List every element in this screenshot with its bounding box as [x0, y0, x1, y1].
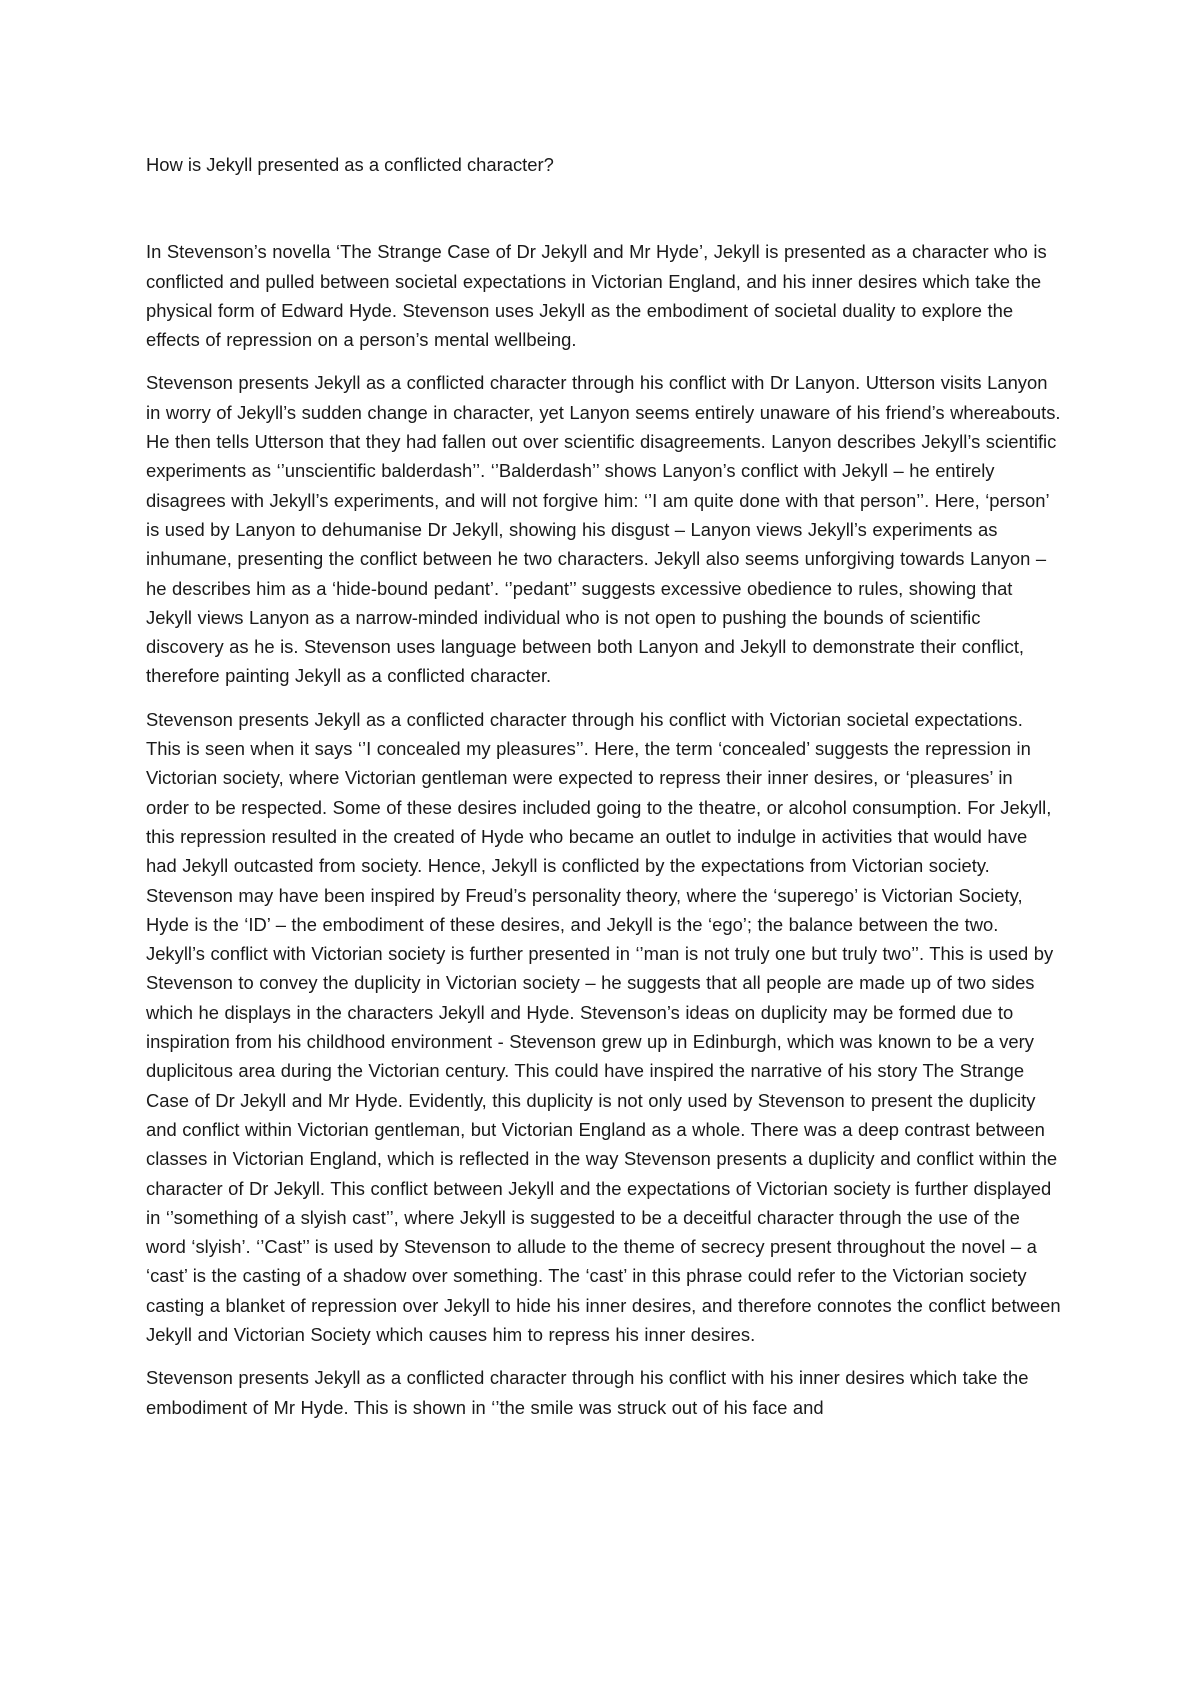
- essay-title: How is Jekyll presented as a conflicted character?: [146, 154, 554, 175]
- document-body: [146, 150, 1061, 1436]
- paragraph-introduction: In Stevenson’s novella ‘The Strange Case of Dr Jekyll and Mr Hyde’, Jekyll is presented as a character who is conflicted and pulled between societal expectations in Victorian England, and his inner desires which take the physical form of Edward Hyde. Stevenson uses Jekyll as the embodiment of societal duality to explore the effects of repression on a person’s mental wellbeing.: [146, 241, 1047, 351]
- paragraph-lanyon-conflict: Stevenson presents Jekyll as a conflicted character through his conflict with Dr Lanyon. Utterson visits Lanyon in worry of Jekyll’s sudden change in character, yet Lanyon seems entirely unaware of his friend’s whereabouts. He then tells Utterson that they had fallen out over scientific disagreements. Lanyon describes Jekyll’s scientific experiments as ‘’unscientific balderdash’’. ‘’Balderdash’’ shows Lanyon’s conflict with Jekyll – he entirely disagrees with Jekyll’s experiments, and will not forgive him: ‘’I am quite done with that person’’. Here, ‘person’ is used by Lanyon to dehumanise Dr Jekyll, showing his disgust – Lanyon views Jekyll’s experiments as inhumane, presenting the conflict between he two characters. Jekyll also seems unforgiving towards Lanyon – he describes him as a ‘hide-bound pedant’. ‘’pedant’’ suggests excessive obedience to rules, showing that Jekyll views Lanyon as a narrow-minded individual who is not open to pushing the bounds of scientific discovery as he is. Stevenson uses language between both Lanyon and Jekyll to demonstrate their conflict, therefore painting Jekyll as a conflicted character.: [146, 372, 1061, 687]
- paragraph-inner-desires: Stevenson presents Jekyll as a conflicted character through his conflict with his inner desires which take the embodiment of Mr Hyde. This is shown in ‘’the smile was struck out of his face and: [146, 1367, 1029, 1418]
- paragraph-victorian-society: Stevenson presents Jekyll as a conflicted character through his conflict with Victorian societal expectations. This is seen when it says ‘’I concealed my pleasures’’. Here, the term ‘concealed’ suggests the repression in Victorian society, where Victorian gentleman were expected to repress their inner desires, or ‘pleasures’ in order to be respected. Some of these desires included going to the theatre, or alcohol consumption. For Jekyll, this repression resulted in the created of Hyde who became an outlet to indulge in activities that would have had Jekyll outcasted from society. Hence, Jekyll is conflicted by the expectations from Victorian society. Stevenson may have been inspired by Freud’s personality theory, where the ‘superego’ is Victorian Society, Hyde is the ‘ID’ – the embodiment of these desires, and Jekyll is the ‘ego’; the balance between the two. Jekyll’s conflict with Victorian society is further presented in ‘’man is not truly one but truly two’’. This is used by Stevenson to convey the duplicity in Victorian society – he suggests that all people are made up of two sides which he displays in the characters Jekyll and Hyde. Stevenson’s ideas on duplicity may be formed due to inspiration from his childhood environment - Stevenson grew up in Edinburgh, which was known to be a very duplicitous area during the Victorian century. This could have inspired the narrative of his story The Strange Case of Dr Jekyll and Mr Hyde. Evidently, this duplicity is not only used by Stevenson to present the duplicity and conflict within Victorian gentleman, but Victorian England as a whole. There was a deep contrast between classes in Victorian England, which is reflected in the way Stevenson presents a duplicity and conflict within the character of Dr Jekyll. This conflict between Jekyll and the expectations of Victorian society is further displayed in ‘’something of a slyish cast’’, where Jekyll is suggested to be a deceitful character through the use of the word ‘slyish’. ‘’Cast’’ is used by Stevenson to allude to the theme of secrecy present throughout the novel – a ‘cast’ is the casting of a shadow over something. The ‘cast’ in this phrase could refer to the Victorian society casting a blanket of repression over Jekyll to hide his inner desires, and therefore connotes the conflict between Jekyll and Victorian Society which causes him to repress his inner desires.: [146, 708, 1061, 1345]
